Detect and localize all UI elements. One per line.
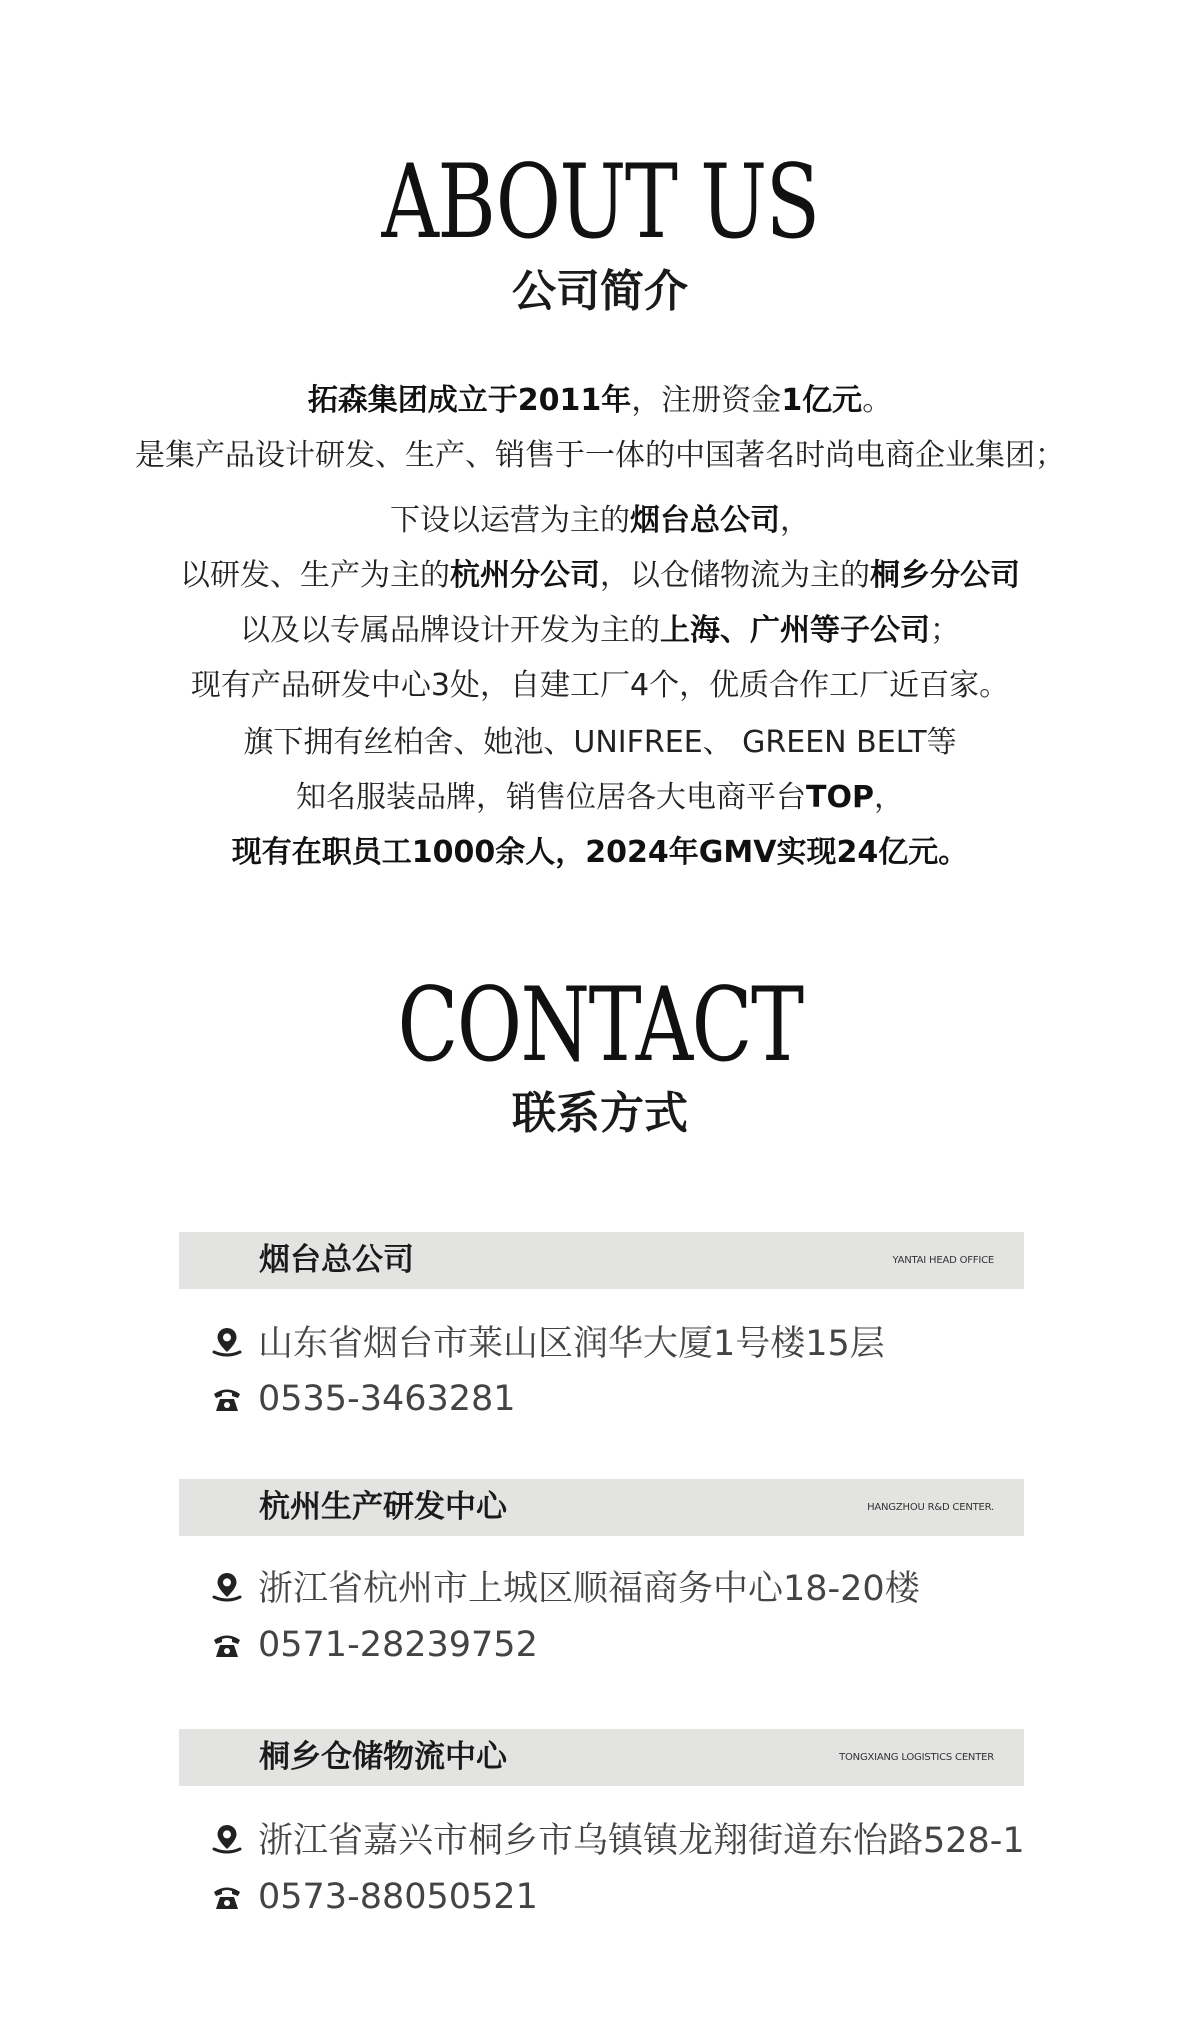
- text: 旗下拥有丝柏舍、她池、UNIFREE、 GREEN BELT等: [243, 725, 957, 760]
- phone-text: 0535-3463281: [258, 1379, 516, 1419]
- location-pin-icon: [211, 1570, 243, 1602]
- office-name: 桐乡仓储物流中心: [259, 1739, 507, 1775]
- about-paragraph-1: [0, 373, 1200, 483]
- office-address-row: [211, 1813, 1025, 1863]
- office-name-en: YANTAI HEAD OFFICE: [892, 1255, 994, 1266]
- office-header-hangzhou: [179, 1479, 1024, 1536]
- contact-heading: CONTACT: [397, 966, 803, 1085]
- office-address-row: [211, 1561, 920, 1611]
- office-name: 杭州生产研发中心: [259, 1489, 507, 1525]
- text-strong: 拓森集团成立于2011年: [307, 383, 632, 418]
- telephone-icon: [211, 1383, 243, 1415]
- office-name-en: HANGZHOU R&D CENTER.: [867, 1502, 994, 1513]
- location-pin-icon: [211, 1325, 243, 1357]
- office-address-row: [211, 1316, 885, 1366]
- office-phone-row: [211, 1872, 538, 1922]
- text: 是集产品设计研发、生产、销售于一体的中国著名时尚电商企业集团；: [135, 438, 1065, 473]
- about-subheading: 公司简介: [512, 266, 688, 317]
- text-strong: 烟台总公司: [630, 503, 780, 538]
- text-strong: 杭州分公司: [450, 558, 600, 593]
- location-pin-icon: [211, 1822, 243, 1854]
- text: ，: [873, 780, 904, 815]
- text: ，以仓储物流为主的: [600, 558, 870, 593]
- text: ，注册资金: [631, 383, 782, 418]
- text-strong: 上海、广州等子公司: [660, 613, 930, 648]
- text: 以研发、生产为主的: [180, 558, 450, 593]
- text-strong: 1亿元: [781, 383, 863, 418]
- office-header-tongxiang: [179, 1729, 1024, 1786]
- phone-text: 0573-88050521: [258, 1877, 538, 1917]
- text-strong: 现有在职员工1000余人，2024年GMV实现24亿元。: [231, 835, 969, 870]
- address-text: 浙江省杭州市上城区顺福商务中心18-20楼: [258, 1569, 920, 1609]
- text-strong: TOP: [806, 780, 874, 815]
- about-paragraph-2: [0, 493, 1200, 713]
- phone-text: 0571-28239752: [258, 1625, 538, 1665]
- telephone-icon: [211, 1881, 243, 1913]
- text-strong: 桐乡分公司: [870, 558, 1020, 593]
- office-phone-row: [211, 1620, 538, 1670]
- office-header-yantai: [179, 1232, 1024, 1289]
- office-name-en: TONGXIANG LOGISTICS CENTER: [839, 1752, 994, 1763]
- office-phone-row: [211, 1374, 516, 1424]
- text: ，: [780, 503, 810, 538]
- text: 现有产品研发中心3处，自建工厂4个，优质合作工厂近百家。: [190, 668, 1010, 703]
- contact-subheading: 联系方式: [512, 1088, 688, 1139]
- office-name: 烟台总公司: [259, 1242, 414, 1278]
- address-text: 山东省烟台市莱山区润华大厦1号楼15层: [258, 1324, 885, 1364]
- text: 知名服装品牌，销售位居各大电商平台: [296, 780, 807, 815]
- text: 。: [862, 383, 893, 418]
- about-heading: ABOUT US: [381, 143, 819, 262]
- telephone-icon: [211, 1629, 243, 1661]
- address-text: 浙江省嘉兴市桐乡市乌镇镇龙翔街道东怡路528-1: [258, 1821, 1025, 1861]
- text: 以及以专属品牌设计开发为主的: [240, 613, 660, 648]
- text: ；: [930, 613, 960, 648]
- about-paragraph-3: [0, 715, 1200, 880]
- text: 下设以运营为主的: [390, 503, 630, 538]
